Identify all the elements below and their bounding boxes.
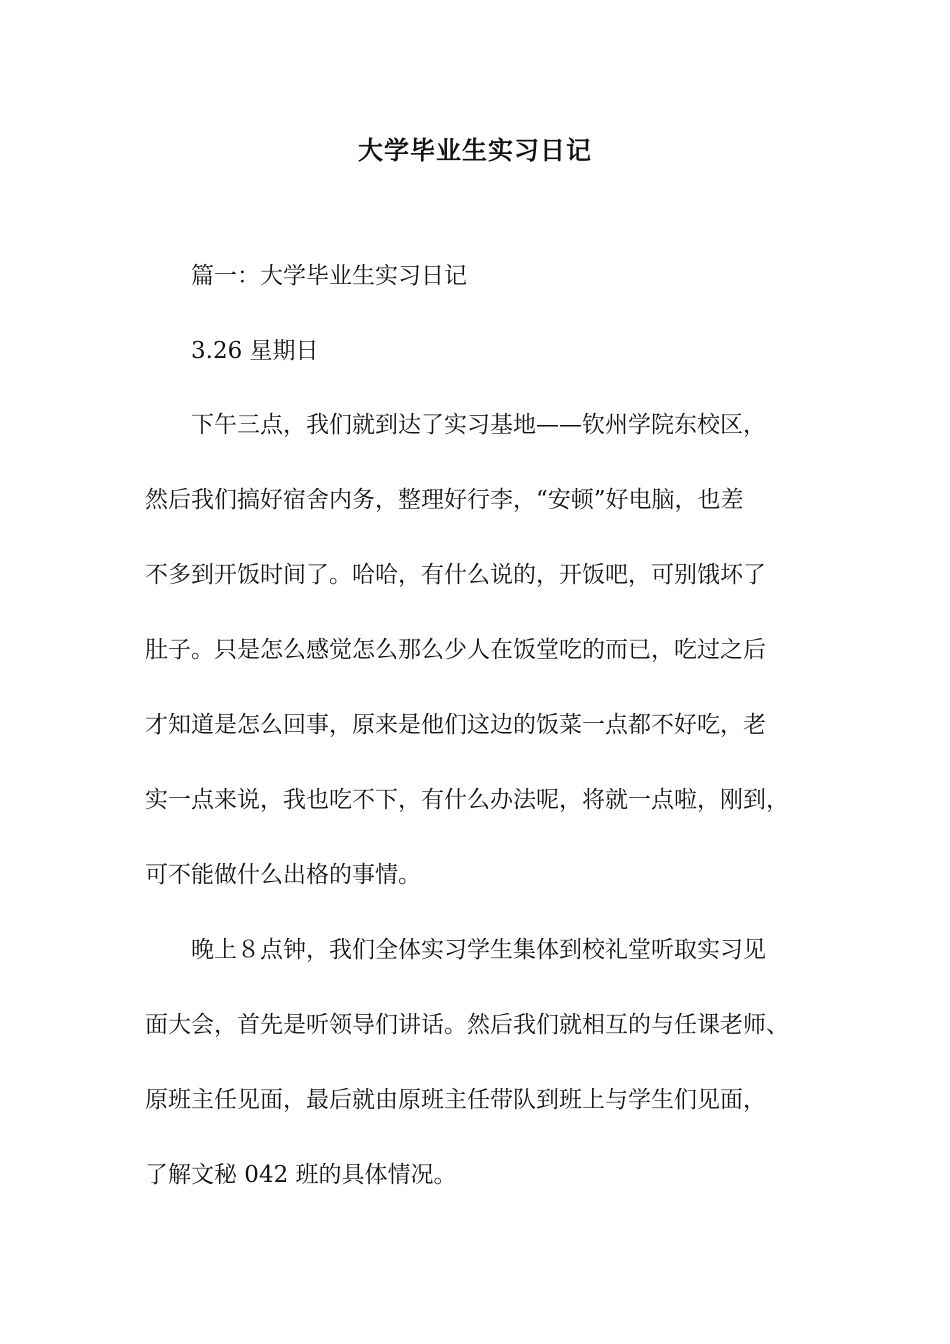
- document-title: 大学毕业生实习日记: [357, 136, 592, 165]
- paragraph-line: 可不能做什么出格的事情。: [145, 862, 421, 888]
- paragraph-line: 下午三点，我们就到达了实习基地——钦州学院东校区，: [191, 412, 766, 438]
- paragraph-line: 晚上８点钟，我们全体实习学生集体到校礼堂听取实习见: [191, 937, 766, 963]
- paragraph-line: 然后我们搞好宿舍内务，整理好行李，“安顿”好电脑，也差: [145, 487, 744, 513]
- paragraph-line: 不多到开饭时间了。哈哈，有什么说的，开饭吧，可别饿坏了: [145, 562, 766, 588]
- section-heading: 篇一：大学毕业生实习日记: [191, 263, 467, 289]
- paragraph-line: 实一点来说，我也吃不下，有什么办法呢，将就一点啦，刚到，: [145, 787, 789, 813]
- paragraph-line: 了解文秘 042 班的具体情况。: [145, 1162, 457, 1188]
- paragraph-line: 面大会，首先是听领导们讲话。然后我们就相互的与任课老师、: [145, 1012, 789, 1038]
- paragraph-line: 才知道是怎么回事，原来是他们这边的饭菜一点都不好吃，老: [145, 712, 766, 738]
- paragraph-line: 肚子。只是怎么感觉怎么那么少人在饭堂吃的而已，吃过之后: [145, 637, 766, 663]
- date-line: 3.26 星期日: [191, 338, 319, 364]
- paragraph-line: 原班主任见面，最后就由原班主任带队到班上与学生们见面，: [145, 1087, 766, 1113]
